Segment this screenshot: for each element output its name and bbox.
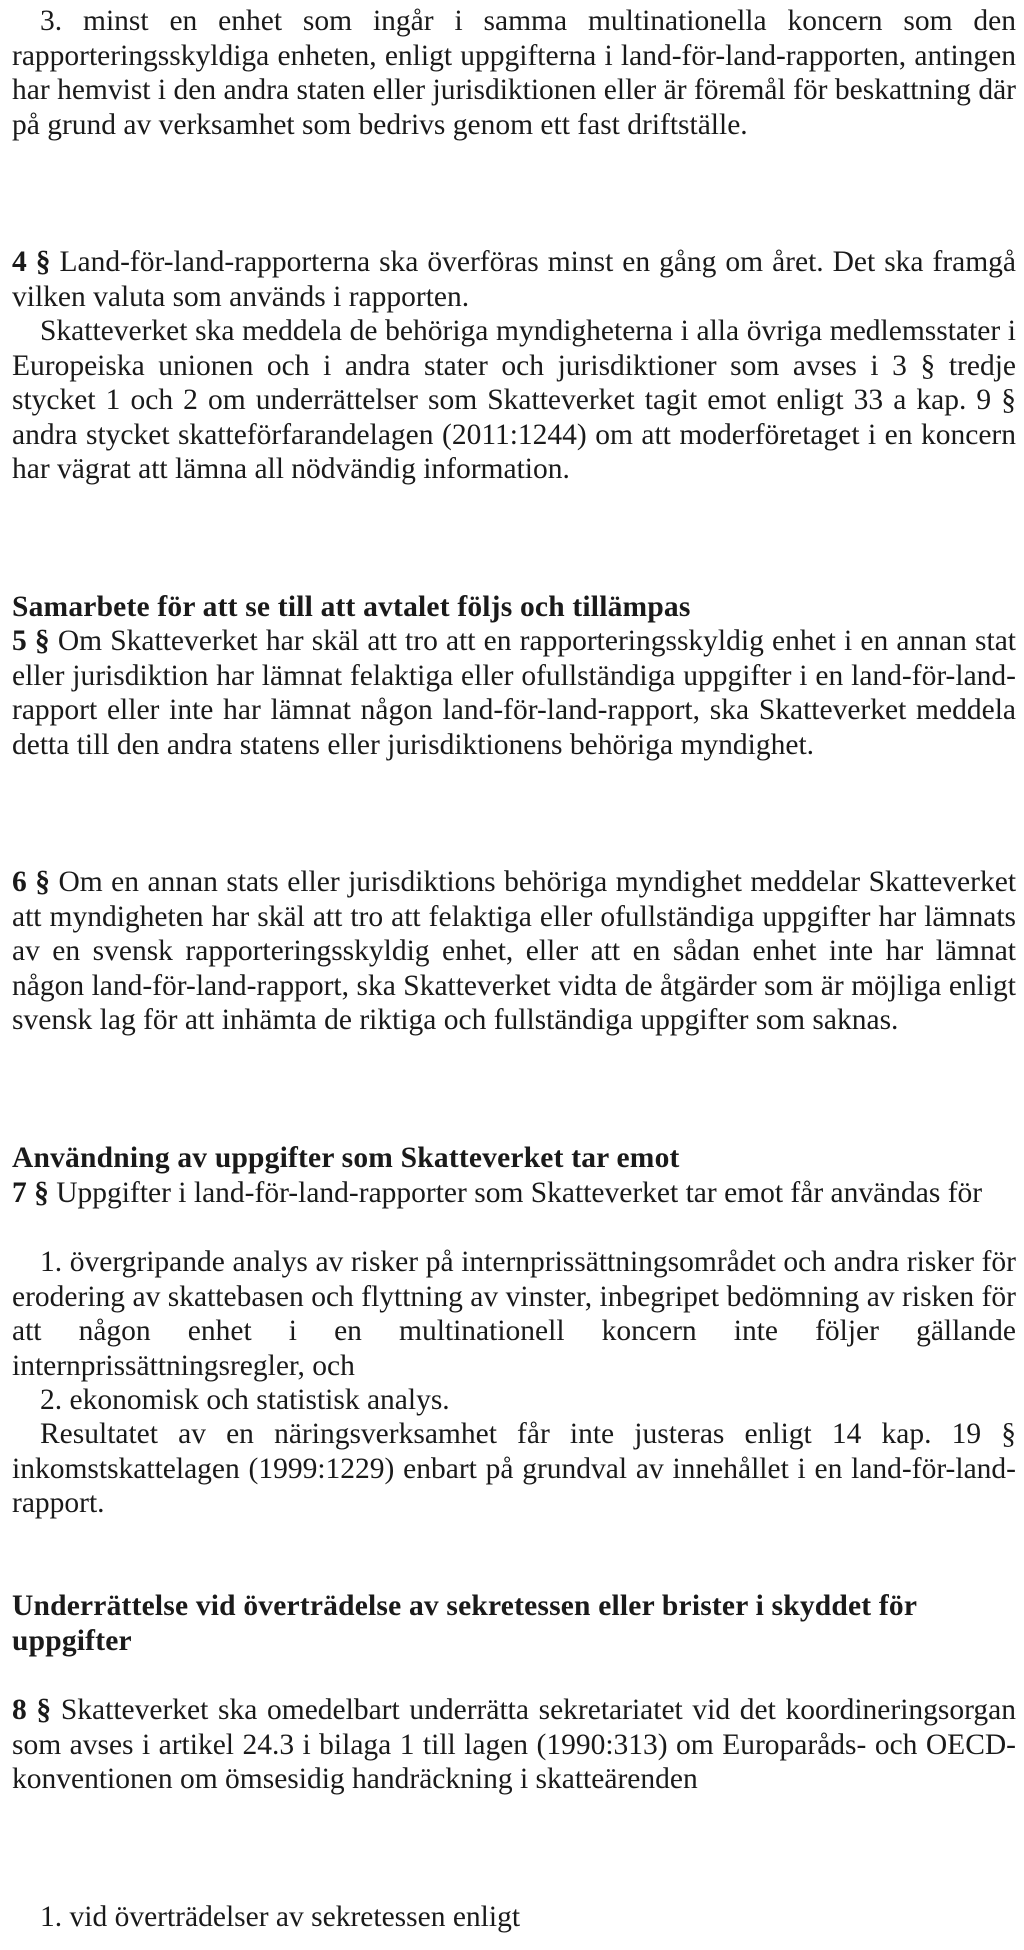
- heading-notification: Underrättelse vid överträdelse av sekretessen eller brister i skyddet för uppgifter: [12, 1590, 917, 1657]
- section-6-text: Om en annan stats eller jurisdiktions behöriga myndighet meddelar Skatteverket att myndigheten har skäl att tro att felaktiga eller ofullständiga uppgifter har lämnats av en svensk rapporteringsskyldig enhet, eller att en sådan enhet inte har lämnat någon land-för-land-rapport, ska Skatteverket vidta de åtgärder som är möjliga enligt svensk lag för att inhämta de riktiga och fullständiga uppgifter som saknas.: [12, 866, 1017, 1036]
- section-4-paragraph: [12, 245, 1016, 314]
- heading-usage: Användning av uppgifter som Skatteverket tar emot: [12, 1142, 680, 1174]
- section-6-number: 6 §: [12, 866, 50, 898]
- section-7-item-1: 1. övergripande analys av risker på internprissättningsområdet och andra risker för erodering av skattebasen och flyttning av vinster, inbegripet bedömning av risken för att någon enhet i en multinationell koncern inte följer gällande internprissättningsregler, och: [12, 1246, 1016, 1382]
- section-5-text: Om Skatteverket har skäl att tro att en rapporteringsskyldig enhet i en annan stat eller jurisdiktion har lämnat felaktiga eller ofullständiga uppgifter i en land-för-land-rapport eller inte har lämnat någon land-för-land-rapport, ska Skatteverket meddela detta till den andra statens eller jurisdiktionens behöriga myndighet.: [12, 625, 1016, 761]
- section-5-paragraph: [12, 624, 1016, 762]
- section-8-paragraph: [12, 1693, 1016, 1797]
- section-7-text: Uppgifter i land-för-land-rapporter som Skatteverket tar emot får användas för: [56, 1177, 983, 1209]
- section-4-text: Land-för-land-rapporterna ska överföras minst en gång om året. Det ska framgå vilken valuta som används i rapporten.: [12, 246, 1017, 313]
- section-8-item-1: 1. vid överträdelser av sekretessen enligt: [40, 1901, 521, 1933]
- heading-cooperation: Samarbete för att se till att avtalet följs och tillämpas: [12, 591, 691, 623]
- section-4-number: 4 §: [12, 246, 51, 278]
- section-8-number: 8 §: [12, 1694, 52, 1726]
- section-7-number: 7 §: [12, 1177, 49, 1209]
- paragraph-item-3: 3. minst en enhet som ingår i samma multinationella koncern som den rapporteringsskyldiga enheten, enligt uppgifterna i land-för-land-rapporten, antingen har hemvist i den andra staten eller jurisdiktionen eller är föremål för beskattning där på grund av verksamhet som bedrivs genom ett fast driftställe.: [12, 5, 1016, 141]
- section-7-item-2: 2. ekonomisk och statistisk analys.: [40, 1384, 450, 1416]
- section-7-paragraph: [12, 1176, 1016, 1211]
- section-7-paragraph-2: Resultatet av en näringsverksamhet får inte justeras enligt 14 kap. 19 § inkomstskattelagen (1999:1229) enbart på grundval av innehållet i en land-för-land-rapport.: [12, 1418, 1016, 1519]
- section-8-text: Skatteverket ska omedelbart underrätta sekretariatet vid det koordineringsorgan som avses i artikel 24.3 i bilaga 1 till lagen (1990:313) om Europaråds- och OECD-konventionen om ömsesidig handräckning i skatteärenden: [12, 1694, 1017, 1795]
- section-4-paragraph-2: Skatteverket ska meddela de behöriga myndigheterna i alla övriga medlemsstater i Europeiska unionen och i andra stater och jurisdiktioner som avses i 3 § tredje stycket 1 och 2 om underrättelser som Skatteverket tagit emot enligt 33 a kap. 9 § andra stycket skatteförfarandelagen (2011:1244) om att moderföretaget i en koncern har vägrat att lämna all nödvändig information.: [12, 315, 1016, 485]
- section-6-paragraph: [12, 865, 1016, 1038]
- section-5-number: 5 §: [12, 625, 50, 657]
